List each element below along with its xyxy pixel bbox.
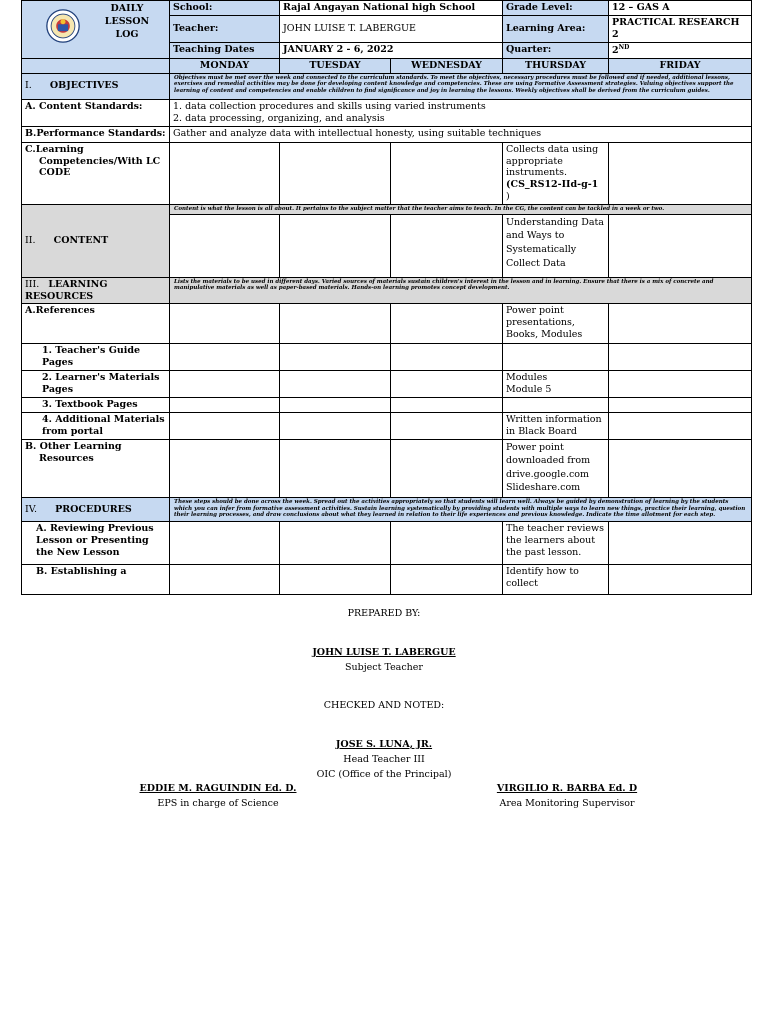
establishing-purpose-tuesday <box>280 565 391 595</box>
teachers-guide-monday <box>170 344 280 371</box>
content-label: CONTENT <box>53 234 109 246</box>
textbook-thursday <box>503 398 609 413</box>
quarter-label: Quarter: <box>503 42 609 58</box>
other-resources-label-1: B. Other Learning <box>25 441 122 452</box>
additional-materials-thursday: Written information in Black Board <box>503 413 609 440</box>
content-standards-value <box>170 99 752 126</box>
textbook-friday <box>609 398 752 413</box>
teacher-value: JOHN LUISE T. LABERGUE <box>280 16 503 43</box>
other-resources-thursday: Power point downloaded from drive.google.com Slideshare.com <box>503 440 609 498</box>
performance-standards-value: Gather and analyze data with intellectual honesty, using suitable techniques <box>170 126 752 142</box>
resources-number: III. <box>25 278 40 290</box>
competencies-thursday-text: Collects data using appropriate instruments. <box>506 143 599 179</box>
content-note: Content is what the lesson is all about. It pertains to the subject matter that the teacher aims to teach. In the CG, the content can be tackled in a week or two. <box>170 205 752 215</box>
references-monday <box>170 304 280 344</box>
day-header-blank <box>22 58 170 73</box>
textbook-tuesday <box>280 398 391 413</box>
additional-materials-friday <box>609 413 752 440</box>
quarter-suffix: ND <box>618 43 630 51</box>
teachers-guide-label: 1. Teacher's Guide Pages <box>22 344 170 371</box>
establishing-purpose-wednesday <box>391 565 503 595</box>
checker-title-2: OIC (Office of the Principal) <box>316 769 452 780</box>
area-value: PRACTICAL RESEARCH 2 <box>609 16 752 43</box>
objectives-label: OBJECTIVES <box>49 80 119 92</box>
content-number: II. <box>25 234 36 246</box>
competencies-tuesday <box>280 142 391 204</box>
reviewing-lesson-friday <box>609 522 752 565</box>
quarter-value <box>609 42 752 58</box>
resources-heading <box>22 277 170 304</box>
content-monday <box>170 214 280 277</box>
reviewing-lesson-thursday: The teacher reviews the learners about the past lesson. <box>503 522 609 565</box>
other-resources-label <box>22 440 170 498</box>
content-thursday: Understanding Data and Ways to Systematically Collect Data <box>503 214 609 277</box>
learners-materials-thursday-2: Module 5 <box>506 384 552 395</box>
grade-label: Grade Level: <box>503 1 609 16</box>
content-friday <box>609 214 752 277</box>
procedures-label: PROCEDURES <box>55 503 132 515</box>
teacher-label: Teacher: <box>170 16 280 43</box>
competencies-thursday <box>503 142 609 204</box>
resources-note: Lists the materials to be used in different days. Varied sources of materials sustain children's interest in the lesson and in learning. Ensure that there is a mix of concrete and manipulative materials as well as paper-based materials. Hands-on learning promotes concept development. <box>170 277 752 304</box>
content-standards-line-1: 1. data collection procedures and skills using varied instruments <box>173 100 486 112</box>
additional-materials-monday <box>170 413 280 440</box>
textbook-label: 3. Textbook Pages <box>22 398 170 413</box>
reviewing-lesson-wednesday <box>391 522 503 565</box>
competencies-code-close: ) <box>506 191 510 203</box>
competencies-wednesday <box>391 142 503 204</box>
performance-standards-label: B.Performance Standards: <box>22 126 170 142</box>
objectives-note: Objectives must be met over the week and connected to the curriculum standards. To meet the objectives, necessary procedures must be followed and if needed, additional lessons, exercises and remedial activities may be done for developing content knowledge and competencies. These are using Formative Assessment strategies. Valuing objectives support the learning of content and competencies and enable children to find significance and joy in learning the lessons. Weekly objectives shall be derived from the curriculum guides. <box>170 73 752 99</box>
content-tuesday <box>280 214 391 277</box>
learners-materials-tuesday <box>280 371 391 398</box>
establishing-purpose-label: B. Establishing a <box>22 565 170 595</box>
preparer-name: JOHN LUISE T. LABERGUE <box>312 647 456 658</box>
establishing-purpose-thursday: Identify how to collect <box>503 565 609 595</box>
preparer-title: Subject Teacher <box>345 662 423 673</box>
learners-materials-label: 2. Learner's Materials Pages <box>22 371 170 398</box>
day-header-wednesday: WEDNESDAY <box>391 58 503 73</box>
day-header-tuesday: TUESDAY <box>280 58 391 73</box>
content-standards-label: A. Content Standards: <box>22 99 170 126</box>
day-header-friday: FRIDAY <box>609 58 752 73</box>
content-wednesday <box>391 214 503 277</box>
quarter-number: 2 <box>612 44 619 56</box>
other-resources-friday <box>609 440 752 498</box>
checker-title-1: Head Teacher III <box>343 754 425 765</box>
reviewing-lesson-label: A. Reviewing Previous Lesson or Presenting the New Lesson <box>22 522 170 565</box>
daily-lesson-log-table-wrapper <box>21 0 751 589</box>
learners-materials-monday <box>170 371 280 398</box>
school-value: Rajal Angayan National high School <box>280 1 503 16</box>
establishing-purpose-monday <box>170 565 280 595</box>
references-tuesday <box>280 304 391 344</box>
ams-title: Area Monitoring Supervisor <box>499 798 635 809</box>
other-resources-tuesday <box>280 440 391 498</box>
dll-title: DAILY LESSON LOG <box>104 3 150 40</box>
other-resources-wednesday <box>391 440 503 498</box>
day-header-monday: MONDAY <box>170 58 280 73</box>
teachers-guide-tuesday <box>280 344 391 371</box>
competencies-friday <box>609 142 752 204</box>
content-heading <box>22 205 170 278</box>
procedures-note: These steps should be done across the week. Spread out the activities appropriately so that students will learn well. Always be guided by demonstration of learning by the students which you can infer from formative assessment activities. Sustain learning systematically by providing students with multiple ways to learn new things, practice their learning, question their learning processes, and draw conclusions about what they learned in relation to their life experiences and previous knowledge. Indicate the time allotment for each step. <box>170 498 752 522</box>
procedures-heading <box>22 498 170 522</box>
ams-name: VIRGILIO R. BARBA Ed. D <box>496 783 638 794</box>
references-label: A.References <box>22 304 170 344</box>
textbook-monday <box>170 398 280 413</box>
learners-materials-wednesday <box>391 371 503 398</box>
reviewing-lesson-monday <box>170 522 280 565</box>
textbook-wednesday <box>391 398 503 413</box>
content-standards-line-2: 2. data processing, organizing, and analysis <box>173 112 385 124</box>
reviewing-lesson-tuesday <box>280 522 391 565</box>
other-resources-label-2: Resources <box>39 452 94 464</box>
teachers-guide-friday <box>609 344 752 371</box>
dates-label: Teaching Dates <box>170 42 280 58</box>
header-logo-cell <box>22 1 170 59</box>
competencies-code: (CS_RS12-IId-g-1 <box>506 179 599 191</box>
additional-materials-label: 4. Additional Materials from portal <box>22 413 170 440</box>
objectives-heading <box>22 73 170 99</box>
competencies-label-line-1: C.Learning <box>25 143 84 155</box>
other-resources-monday <box>170 440 280 498</box>
teachers-guide-thursday <box>503 344 609 371</box>
competencies-monday <box>170 142 280 204</box>
procedures-number: IV. <box>25 503 37 515</box>
dates-value: JANUARY 2 - 6, 2022 <box>280 42 503 58</box>
area-label: Learning Area: <box>503 16 609 43</box>
prepared-by-label: PREPARED BY: <box>347 608 421 619</box>
objectives-number: I. <box>25 80 32 92</box>
learners-materials-thursday <box>503 371 609 398</box>
references-friday <box>609 304 752 344</box>
deped-seal-icon <box>46 9 80 43</box>
checker-name: JOSE S. LUNA, JR. <box>335 739 433 750</box>
references-thursday: Power point presentations, Books, Modules <box>503 304 609 344</box>
competencies-label <box>22 142 170 204</box>
eps-name: EDDIE M. RAGUINDIN Ed. D. <box>139 783 297 794</box>
learners-materials-thursday-1: Modules <box>506 372 548 384</box>
checked-noted-label: CHECKED AND NOTED: <box>323 700 445 711</box>
teachers-guide-wednesday <box>391 344 503 371</box>
grade-value: 12 – GAS A <box>609 1 752 16</box>
additional-materials-wednesday <box>391 413 503 440</box>
eps-title: EPS in charge of Science <box>157 798 279 809</box>
resources-label: LEARNING RESOURCES <box>25 278 108 302</box>
daily-lesson-log-table <box>21 0 752 595</box>
references-wednesday <box>391 304 503 344</box>
day-header-thursday: THURSDAY <box>503 58 609 73</box>
establishing-purpose-friday <box>609 565 752 595</box>
competencies-label-line-2: Competencies/With LC CODE <box>39 155 161 179</box>
additional-materials-tuesday <box>280 413 391 440</box>
school-label: School: <box>170 1 280 16</box>
learners-materials-friday <box>609 371 752 398</box>
